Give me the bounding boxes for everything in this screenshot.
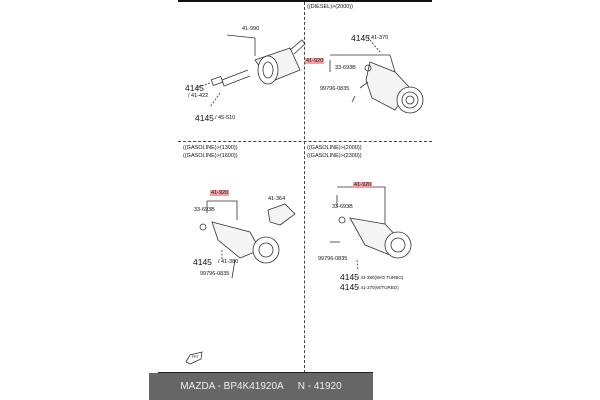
part-label: 99796-0835	[200, 271, 230, 277]
part-label: 99796-0835	[320, 86, 350, 92]
highlighted-part-number[interactable]: 41-920	[306, 58, 324, 64]
condition-label: ((GASOLINE)>(2000))	[307, 145, 362, 151]
part-label: / 45-510	[215, 115, 236, 121]
part-label: 4145	[340, 272, 359, 282]
part-label: 4145	[195, 113, 214, 123]
part-label: 4145	[185, 83, 204, 93]
part-label: 33-693B	[194, 207, 215, 213]
condition-label: ((GASOLINE)>(2300))	[307, 153, 362, 159]
part-label: / 41-370	[368, 35, 389, 41]
part-label: 33-693B	[332, 204, 353, 210]
clutch-master-drawing	[196, 35, 305, 107]
condition-label: ((DIESEL)>(2000))	[307, 4, 354, 10]
part-info-footer	[149, 373, 373, 400]
part-number: N - 41920	[297, 381, 342, 392]
part-label: / 41-422	[188, 93, 209, 99]
part-label: / 41-380	[218, 259, 239, 265]
part-label: 33-693B	[335, 65, 356, 71]
part-label: 41-364	[268, 196, 286, 202]
part-label: 4145	[193, 257, 212, 267]
highlighted-part-number[interactable]: 41-920	[354, 182, 372, 188]
part-name: MAZDA - BP4K41920A	[180, 381, 284, 392]
part-label: / 41-370(W/TURBO)	[358, 285, 399, 290]
part-label: / 41-380(W/O TURBO)	[358, 275, 404, 280]
front-marker-label: FRT	[192, 355, 199, 359]
highlighted-part-number[interactable]: 41-920	[211, 190, 229, 196]
condition-label: ((GASOLINE)>(1600))	[183, 153, 238, 159]
part-label: 99796-0835	[318, 256, 348, 262]
part-label: 41-990	[242, 26, 260, 32]
diesel-slave-cylinder-drawing	[330, 40, 423, 113]
part-label: 4145	[340, 282, 359, 292]
part-label: 4145	[351, 33, 370, 43]
condition-label: ((GASOLINE)>(1300))	[183, 145, 238, 151]
